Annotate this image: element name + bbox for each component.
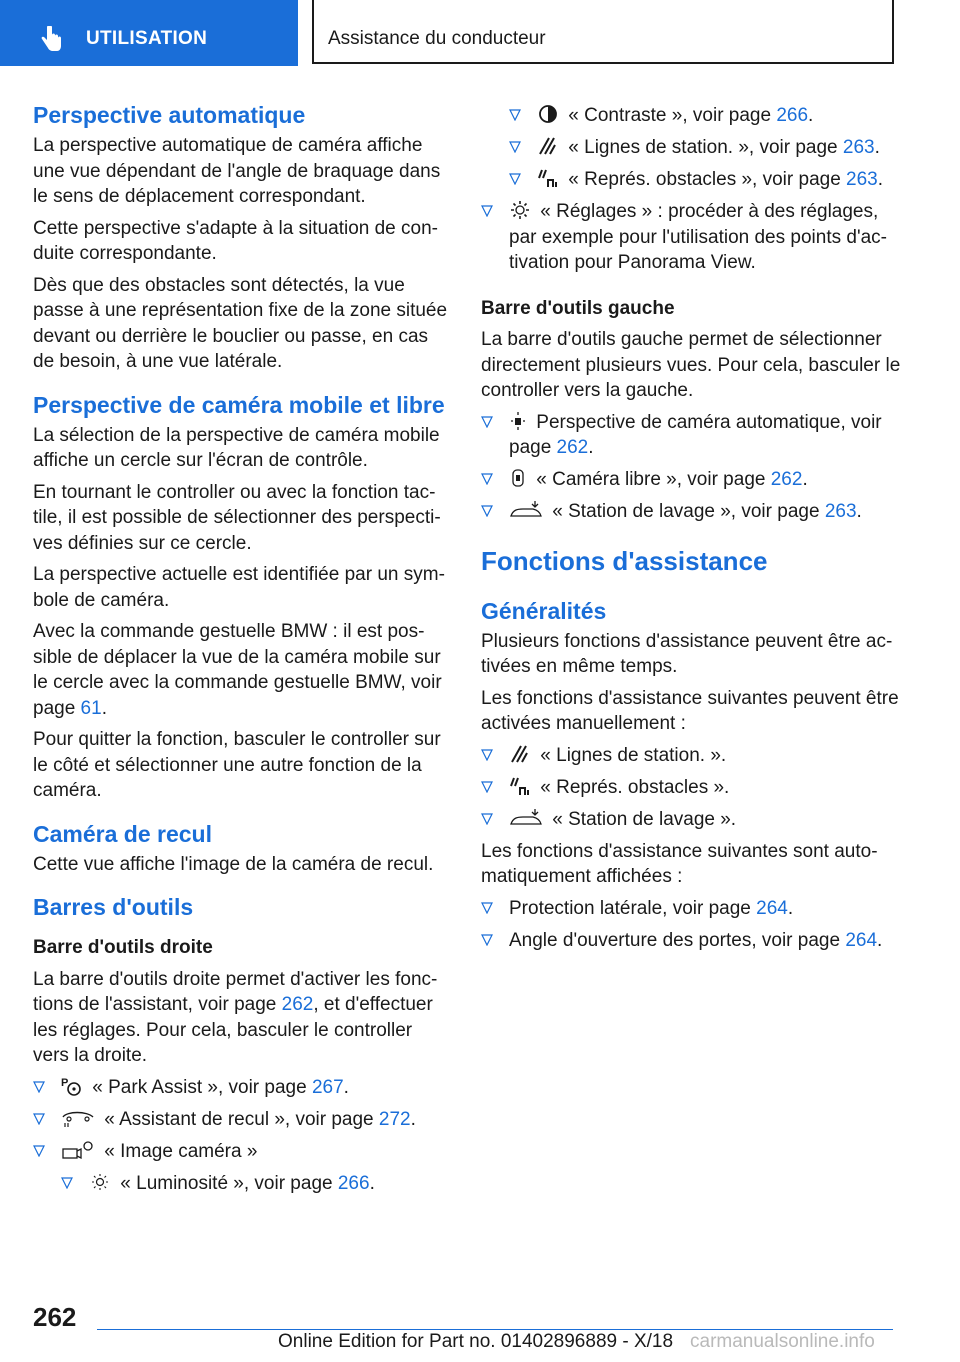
paragraph: Cette vue affiche l'image de la caméra de recul. xyxy=(33,853,434,875)
svg-text:P: P xyxy=(61,1076,69,1089)
car-wash-icon xyxy=(509,808,543,828)
page-link[interactable]: 266 xyxy=(776,105,809,126)
obstacle-icon xyxy=(509,776,531,796)
hand-pointer-icon xyxy=(40,26,62,52)
heading-rear-camera: Caméra de recul xyxy=(33,820,212,847)
car-wash-icon xyxy=(509,500,543,520)
page-link[interactable]: 264 xyxy=(845,929,878,951)
paragraph: La perspective actuelle est identifiée par un symbole de caméra. xyxy=(33,564,445,611)
paragraph: En tournant le controller ou avec la fonction tactile, il est possible de sélectionner des perspectives définies sur ce cercle. xyxy=(33,481,441,554)
list-item: « Caméra libre », voir page 262. xyxy=(481,467,901,493)
page-link[interactable]: 262 xyxy=(770,469,803,490)
paragraph: Avec la commande gestuelle BMW : il est possible de déplacer la vue de la caméra mobile sur le cercle avec la commande gestuelle BMW, voir page 61. xyxy=(33,621,442,719)
triangle-bullet-icon xyxy=(481,781,493,793)
triangle-bullet-icon xyxy=(509,173,521,185)
heading-assist-functions: Fonctions d'assistance xyxy=(481,545,768,576)
page-link[interactable]: 272 xyxy=(378,1108,411,1130)
heading-general: Généralités xyxy=(481,597,607,624)
paragraph: Pour quitter la fonction, basculer le controller sur le côté et sélectionner une autre fonction de la caméra. xyxy=(33,729,441,801)
park-assist-icon xyxy=(61,1076,83,1096)
brightness-icon xyxy=(89,1172,111,1192)
triangle-bullet-icon xyxy=(33,1145,45,1157)
list-item: « Luminosité », voir page 266. xyxy=(61,1171,453,1197)
list-item: « Lignes de station. ». xyxy=(481,743,901,769)
triangle-bullet-icon xyxy=(481,902,493,914)
page-link[interactable]: 263 xyxy=(842,137,875,158)
list-item: « Contraste », voir page 266. xyxy=(509,103,901,129)
page-link[interactable]: 264 xyxy=(756,897,788,919)
triangle-bullet-icon xyxy=(33,1081,45,1093)
footer-edition: Online Edition for Part no. 01402896889 - X/18 xyxy=(278,1331,674,1352)
page-link[interactable]: 262 xyxy=(556,437,589,458)
triangle-bullet-icon xyxy=(481,813,493,825)
triangle-bullet-icon xyxy=(481,473,493,485)
triangle-bullet-icon xyxy=(481,749,493,761)
list-item: « Station de lavage », voir page 263. xyxy=(481,499,901,525)
triangle-bullet-icon xyxy=(509,109,521,121)
heading-perspective-auto: Perspective automatique xyxy=(33,102,306,128)
page-link[interactable]: 267 xyxy=(311,1076,344,1098)
page-link[interactable]: 262 xyxy=(281,994,314,1015)
paragraph: La perspective automatique de caméra affiche une vue dépendant de l'angle de braquage dans le sens de déplacement correspondant. xyxy=(33,135,441,207)
list-item: Perspective de caméra automatique, voir page 262. xyxy=(481,410,901,461)
parking-lines-icon xyxy=(509,744,531,764)
paragraph: Cette perspective s'adapte à la situation de conduite correspondante. xyxy=(33,217,438,264)
paragraph: La sélection de la perspective de caméra mobile affiche un cercle sur l'écran de contrôle. xyxy=(33,424,440,471)
triangle-bullet-icon xyxy=(61,1177,73,1189)
footer-divider xyxy=(97,1329,893,1330)
heading-camera-mobile: Perspective de caméra mobile et libre xyxy=(33,391,445,418)
list-item: « Représ. obstacles », voir page 263. xyxy=(509,167,901,193)
paragraph: Plusieurs fonctions d'assistance peuvent être activées en même temps. xyxy=(481,630,893,677)
subheading-right-toolbar: Barre d'outils droite xyxy=(33,937,213,958)
page-link[interactable]: 61 xyxy=(80,697,102,719)
parking-lines-icon xyxy=(537,136,559,156)
list-item: « Assistant de recul », voir page 272. xyxy=(33,1107,453,1133)
paragraph: Dès que des obstacles sont détectés, la vue passe à une représentation fixe de la zone située devant ou derrière le bouclier ou passe, en cas de besoin, à une vue latérale. xyxy=(33,274,448,372)
page-link[interactable]: 266 xyxy=(337,1172,370,1194)
reverse-assistant-icon xyxy=(61,1108,95,1128)
triangle-bullet-icon xyxy=(481,505,493,517)
chapter-header xyxy=(312,0,894,64)
page-link[interactable]: 263 xyxy=(824,501,857,522)
list-item: Protection latérale, voir page 264. xyxy=(481,896,901,922)
paragraph: La barre d'outils gauche permet de sélectionner directement plusieurs vues. Pour cela, basculer le controller vers la gauche. xyxy=(481,329,901,401)
page-link[interactable]: 263 xyxy=(846,169,878,190)
section-tab xyxy=(0,0,298,66)
left-column xyxy=(33,96,453,1203)
triangle-bullet-icon xyxy=(481,934,493,946)
triangle-bullet-icon xyxy=(509,141,521,153)
subheading-left-toolbar: Barre d'outils gauche xyxy=(481,297,675,319)
heading-toolbars: Barres d'outils xyxy=(33,894,194,920)
paragraph: Les fonctions d'assistance suivantes sont automatiquement affichées : xyxy=(481,840,878,887)
list-item: « Image caméra » xyxy=(33,1139,453,1165)
triangle-bullet-icon xyxy=(481,416,493,428)
obstacle-icon xyxy=(537,168,559,188)
camera-image-icon xyxy=(61,1140,95,1160)
triangle-bullet-icon xyxy=(33,1113,45,1125)
list-item: « Lignes de station. », voir page 263. xyxy=(509,135,901,161)
paragraph: La barre d'outils droite permet d'activer les fonctions de l'assistant, voir page 262, et d'effectuer les réglages. Pour cela, basculer le controller vers la droite. xyxy=(33,968,438,1066)
triangle-bullet-icon xyxy=(481,205,493,217)
free-camera-icon xyxy=(509,468,527,488)
section-label: UTILISATION xyxy=(86,28,208,49)
list-item: P « Park Assist », voir page 267. xyxy=(33,1075,453,1101)
page-number: 262 xyxy=(33,1302,77,1332)
chapter-title: Assistance du conducteur xyxy=(328,28,546,49)
auto-perspective-icon xyxy=(509,411,527,431)
watermark: carmanualsonline.info xyxy=(690,1331,875,1352)
list-item: Angle d'ouverture des portes, voir page 264. xyxy=(481,928,901,954)
paragraph: Les fonctions d'assistance suivantes peuvent être activées manuellement : xyxy=(481,687,899,734)
contrast-icon xyxy=(537,104,559,124)
right-column xyxy=(481,96,901,960)
list-item: « Station de lavage ». xyxy=(481,807,901,833)
list-item: « Représ. obstacles ». xyxy=(481,775,901,801)
list-item: « Réglages » : procéder à des réglages, par exemple pour l'utilisation des points d'activation pour Panorama View. xyxy=(481,199,901,276)
gear-icon xyxy=(509,200,531,220)
